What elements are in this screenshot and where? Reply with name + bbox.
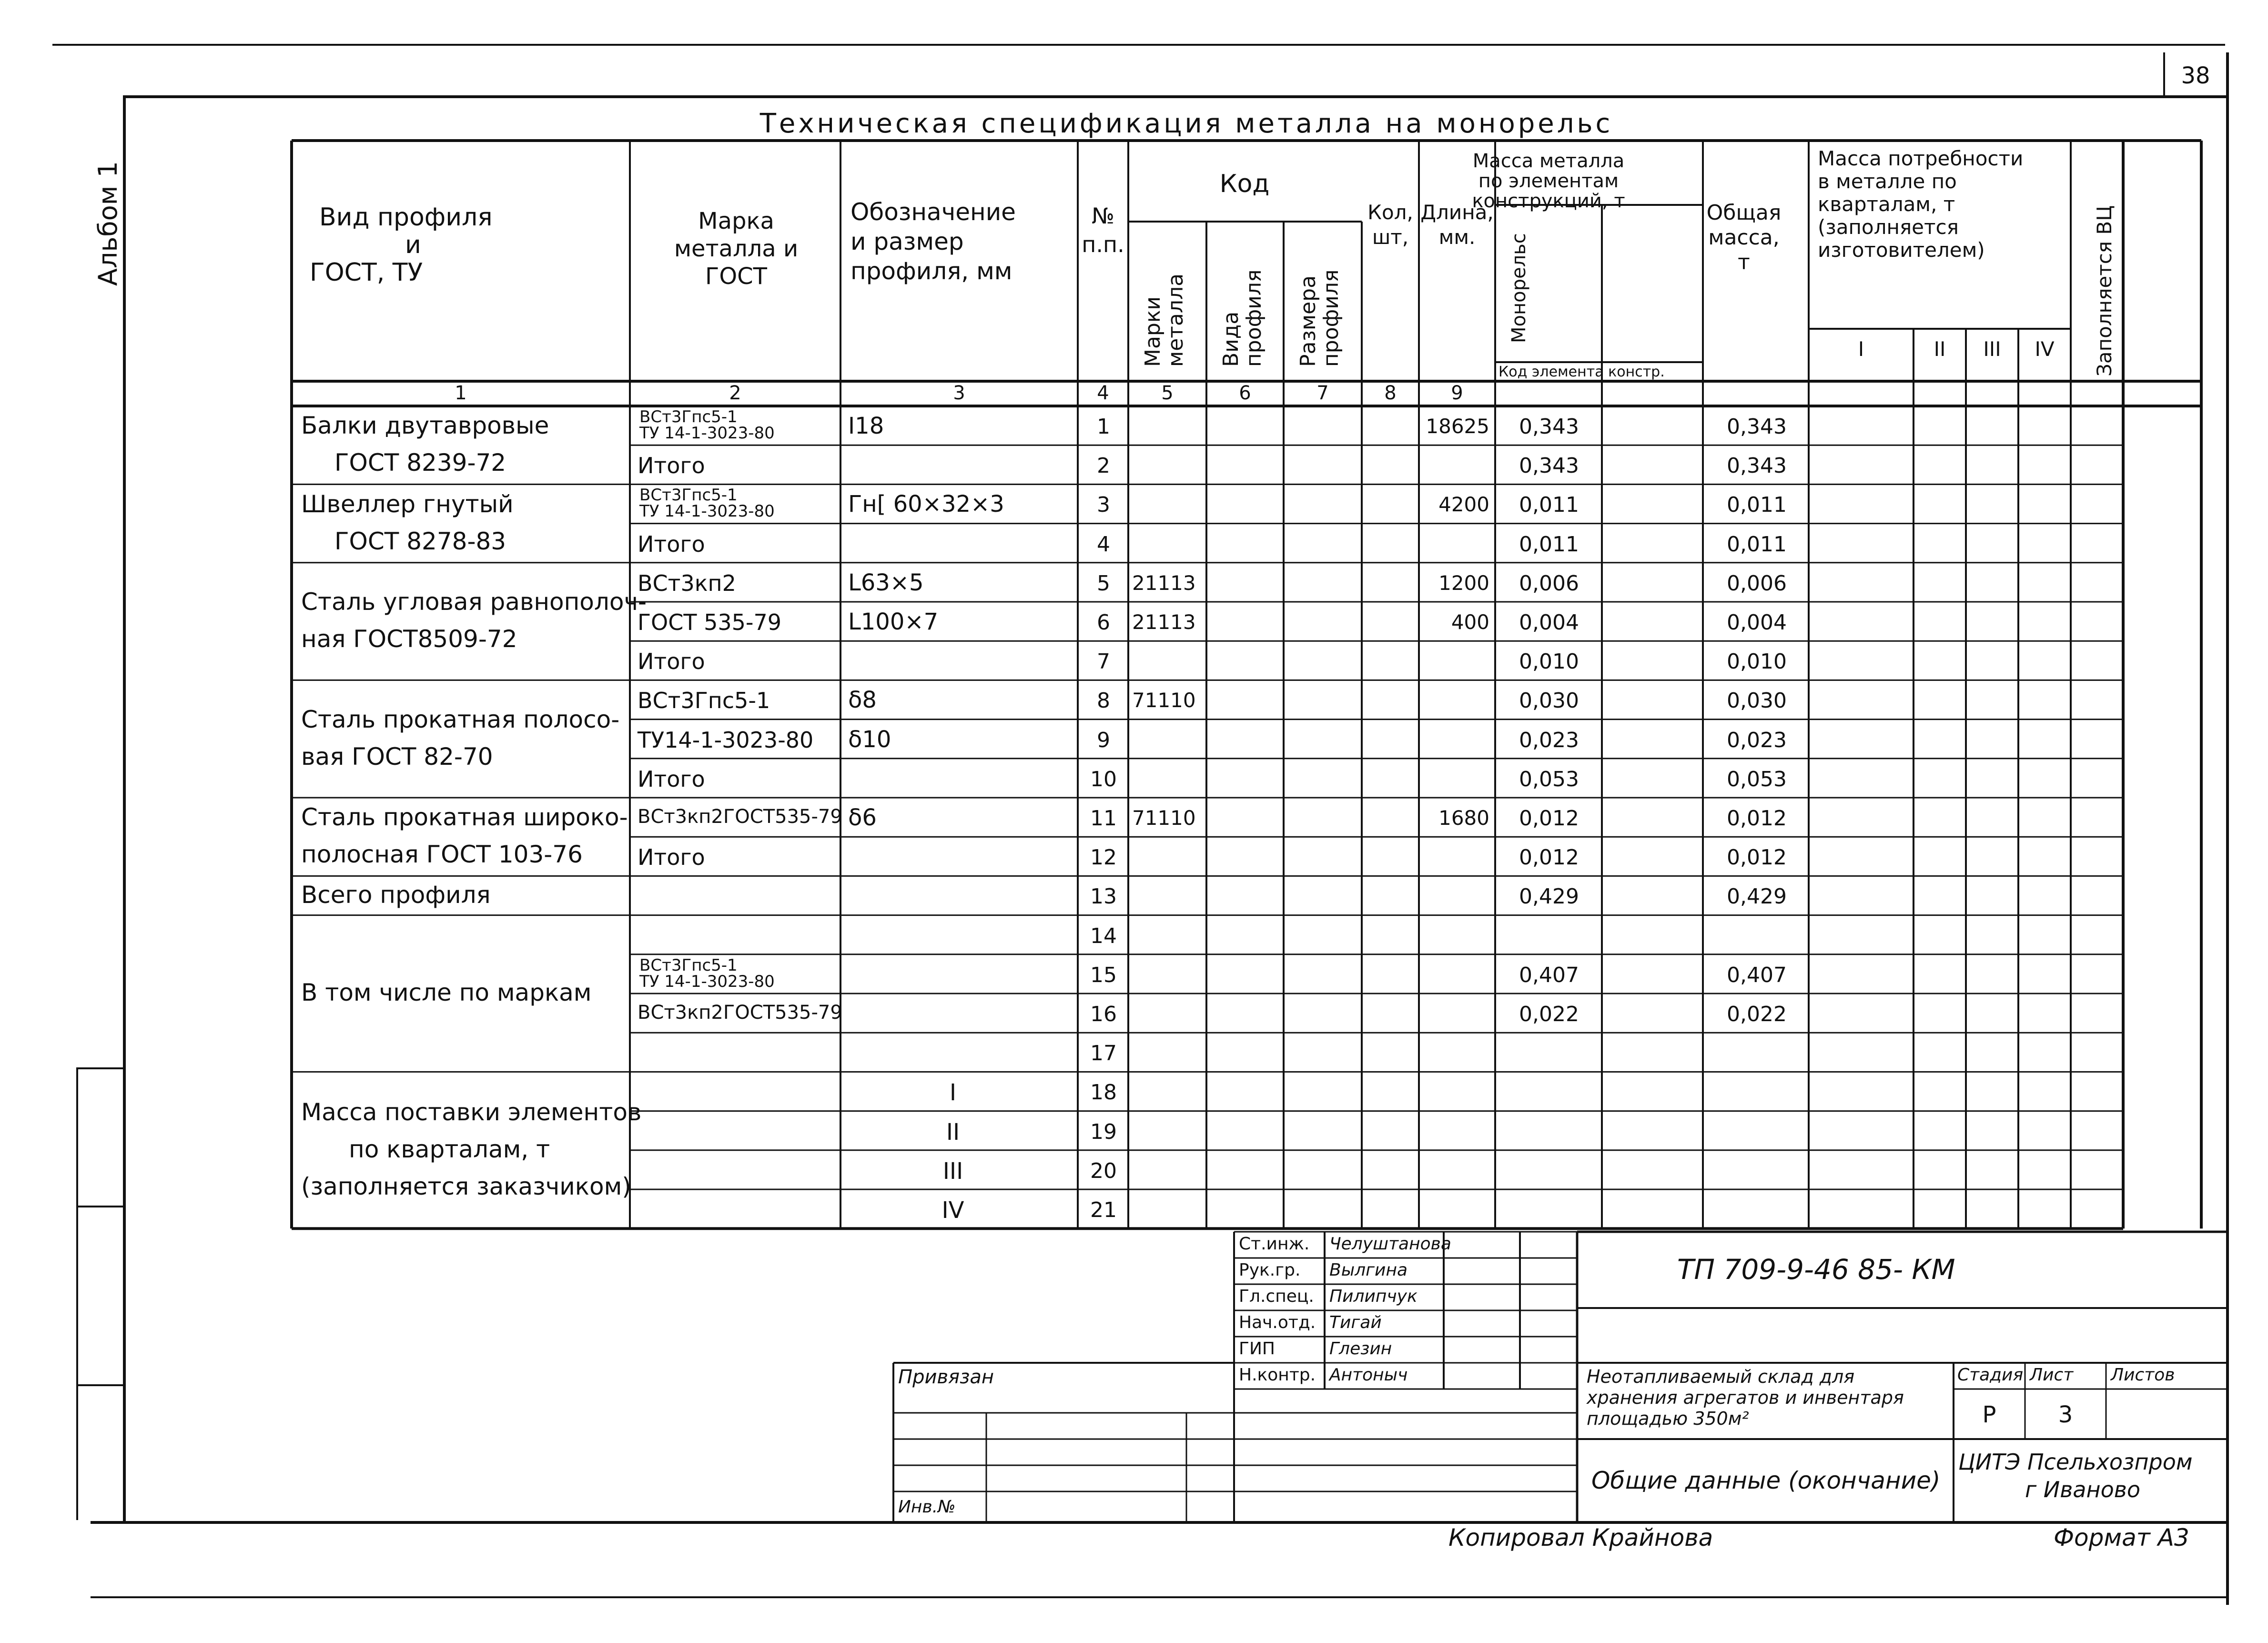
header-designation: профиля, мм [850, 257, 1012, 285]
header-quarter: III [1983, 337, 2001, 361]
profile-group-label: Сталь прокатная широко- [301, 803, 628, 832]
row-metal-grade: Итого [638, 844, 705, 871]
row-code-grade: 71110 [1132, 689, 1196, 712]
row-code-grade: 21113 [1132, 571, 1196, 595]
profile-group-label: вая ГОСТ 82-70 [301, 742, 493, 771]
row-length: 400 [1451, 610, 1489, 634]
object-title: Неотапливаемый склад для [1587, 1366, 1855, 1387]
row-monorail-mass: 0,011 [1519, 493, 1579, 517]
row-monorail-mass: 0,012 [1519, 806, 1579, 831]
profile-group-label: ГОСТ 8278-83 [334, 527, 506, 555]
row-total-mass: 0,011 [1727, 493, 1787, 517]
header-total-mass: масса, [1708, 225, 1780, 250]
header-column-number: 6 [1239, 382, 1251, 404]
row-monorail-mass: 0,006 [1519, 571, 1579, 596]
row-code-grade: 21113 [1132, 610, 1196, 634]
row-number: 19 [1090, 1119, 1117, 1144]
header-code-sub: Размера [1296, 275, 1320, 367]
header-element-code: Код элемента констр. [1498, 364, 1665, 380]
stamp-role: Ст.инж. [1239, 1234, 1310, 1254]
privyazan-label: Привязан [898, 1366, 994, 1388]
row-designation: δ8 [848, 687, 877, 714]
stamp-name: Пилипчук [1329, 1287, 1418, 1306]
stamp-role: Н.контр. [1239, 1365, 1316, 1385]
row-length: 1680 [1438, 806, 1489, 830]
page-title: Техническая спецификация металла на монорельс [759, 108, 1613, 139]
row-monorail-mass: 0,343 [1519, 415, 1579, 439]
header-column-number: 3 [953, 382, 965, 404]
row-length: 1200 [1438, 571, 1489, 595]
row-total-mass: 0,006 [1727, 571, 1787, 596]
header-profile-type: ГОСТ, ТУ [310, 258, 423, 287]
row-designation: Гн[ 60×32×3 [848, 491, 1004, 518]
row-metal-grade: ВСт3кп2ГОСТ535-79 [638, 1002, 842, 1024]
row-length: 18625 [1426, 415, 1489, 438]
row-metal-grade: ВСт3Гпс5-1 [639, 407, 738, 426]
header-monorail: Монорельс [1508, 233, 1530, 343]
row-total-mass: 0,023 [1727, 728, 1787, 752]
row-metal-grade: Итого [638, 453, 705, 479]
row-number: 17 [1090, 1041, 1117, 1066]
row-total-mass: 0,030 [1727, 689, 1787, 713]
row-monorail-mass: 0,343 [1519, 454, 1579, 478]
header-quarter: IV [2035, 337, 2055, 361]
row-number: 3 [1097, 493, 1110, 517]
row-monorail-mass: 0,030 [1519, 689, 1579, 713]
profile-group-label: В том числе по маркам [301, 979, 592, 1006]
stamp-role: ГИП [1239, 1339, 1275, 1359]
row-total-mass: 0,343 [1727, 454, 1787, 478]
row-quarter-roman: IV [942, 1197, 964, 1224]
row-metal-grade: ВСт3кп2 [638, 570, 736, 596]
header-code-sub: профиля [1242, 269, 1266, 367]
row-designation: L100×7 [848, 609, 939, 635]
header-column-number: 7 [1316, 382, 1329, 404]
profile-group-label: (заполняется заказчиком) [301, 1172, 631, 1200]
row-total-mass: 0,407 [1727, 963, 1787, 987]
stamp-name: Челуштанова [1329, 1234, 1451, 1254]
row-number: 18 [1090, 1080, 1117, 1105]
row-monorail-mass: 0,011 [1519, 532, 1579, 557]
header-mass-by-elements: Масса металла [1472, 150, 1625, 172]
row-designation: δ6 [848, 804, 877, 831]
row-number: 21 [1090, 1198, 1117, 1222]
header-length: мм. [1438, 225, 1476, 249]
sheet-value: 3 [2058, 1401, 2073, 1428]
row-number: 13 [1090, 884, 1117, 909]
profile-group-label: ГОСТ 8239-72 [334, 449, 506, 477]
header-quarterly-mass: изготовителем) [1818, 238, 1985, 262]
profile-group-label: по кварталам, т [349, 1135, 550, 1163]
row-monorail-mass: 0,023 [1519, 728, 1579, 752]
row-number: 7 [1097, 649, 1110, 674]
sheet-label: Лист [2030, 1365, 2074, 1385]
row-quarter-roman: I [949, 1079, 957, 1106]
stamp-name: Антоныч [1329, 1365, 1408, 1385]
object-title: площадью 350м² [1587, 1408, 1749, 1429]
page-number: 38 [2181, 62, 2210, 89]
row-metal-grade: ТУ 14-1-3023-80 [639, 502, 775, 521]
album-label: Альбом 1 [93, 161, 123, 286]
header-column-number: 9 [1451, 382, 1463, 404]
header-total-mass: т [1738, 250, 1750, 274]
header-designation: и размер [850, 228, 964, 255]
row-total-mass: 0,343 [1727, 415, 1787, 439]
stage-value: Р [1982, 1401, 1996, 1428]
copied-by: Копировал Крайнова [1448, 1524, 1713, 1552]
row-number: 10 [1090, 767, 1117, 791]
row-number: 12 [1090, 845, 1117, 870]
header-length: Длина, [1420, 201, 1494, 224]
profile-group-label: Швеллер гнутый [301, 490, 514, 518]
header-quarter: I [1858, 337, 1864, 361]
document-code: ТП 709-9-46 85- КМ [1677, 1253, 1955, 1286]
row-number: 1 [1097, 415, 1110, 439]
header-row-number: п.п. [1082, 232, 1124, 257]
header-quantity: Кол, [1367, 201, 1413, 224]
row-monorail-mass: 0,004 [1519, 610, 1579, 635]
header-profile-type: Вид профиля [319, 203, 493, 232]
header-metal-grade: Марка [698, 208, 774, 234]
stamp-role: Гл.спец. [1239, 1287, 1314, 1306]
header-quarterly-mass: кварталам, т [1818, 193, 1955, 216]
row-number: 15 [1090, 963, 1117, 987]
profile-group-label: Сталь прокатная полосо- [301, 705, 620, 733]
object-title: хранения агрегатов и инвентаря [1587, 1387, 1904, 1408]
row-number: 6 [1097, 610, 1110, 635]
row-total-mass: 0,012 [1727, 806, 1787, 831]
row-metal-grade: ВСт3Гпс5-1 [639, 486, 738, 505]
row-designation: L63×5 [848, 569, 924, 596]
header-code-sub: металла [1164, 273, 1188, 367]
row-quarter-roman: III [942, 1157, 963, 1185]
organization: г Иваново [2025, 1477, 2140, 1502]
row-total-mass: 0,010 [1727, 649, 1787, 674]
row-metal-grade: ВСт3кп2ГОСТ535-79 [638, 806, 842, 828]
profile-group-label: Сталь угловая равнополоч- [301, 588, 647, 616]
header-profile-type: и [405, 231, 421, 259]
profile-group-label: полосная ГОСТ 103-76 [301, 841, 583, 869]
profile-group-label: ная ГОСТ8509-72 [301, 625, 517, 653]
row-monorail-mass: 0,010 [1519, 649, 1579, 674]
header-column-number: 4 [1097, 382, 1109, 404]
row-monorail-mass: 0,429 [1519, 884, 1579, 909]
sheet-title: Общие данные (окончание) [1591, 1467, 1941, 1494]
row-metal-grade: ВСт3Гпс5-1 [639, 955, 738, 975]
sheets-label: Листов [2111, 1365, 2175, 1385]
row-metal-grade: ВСт3Гпс5-1 [638, 688, 770, 714]
header-column-number: 1 [455, 382, 467, 404]
row-total-mass: 0,053 [1727, 767, 1787, 791]
row-metal-grade: ТУ 14-1-3023-80 [639, 972, 775, 991]
header-quarter: II [1934, 337, 1946, 361]
row-total-mass: 0,022 [1727, 1002, 1787, 1026]
row-total-mass: 0,012 [1727, 845, 1787, 870]
header-metal-grade: металла и [674, 235, 799, 262]
header-column-number: 5 [1161, 382, 1174, 404]
header-quarterly-mass: Масса потребности [1818, 147, 2024, 170]
header-total-mass: Общая [1706, 201, 1782, 225]
header-designation: Обозначение [850, 198, 1016, 226]
header-code-sub: профиля [1319, 269, 1343, 367]
header-code-sub: Вида [1219, 311, 1243, 367]
row-metal-grade: ТУ 14-1-3023-80 [639, 424, 775, 443]
row-monorail-mass: 0,012 [1519, 845, 1579, 870]
row-number: 20 [1090, 1158, 1117, 1183]
header-column-number: 8 [1384, 382, 1397, 404]
profile-group-label: Масса поставки элементов [301, 1098, 642, 1126]
row-metal-grade: ГОСТ 535-79 [638, 609, 782, 635]
row-number: 2 [1097, 454, 1110, 478]
row-number: 14 [1090, 923, 1117, 948]
row-designation: I18 [848, 413, 884, 439]
stamp-name: Вылгина [1329, 1260, 1408, 1280]
row-total-mass: 0,004 [1727, 610, 1787, 635]
organization: ЦИТЭ Псельхозпром [1958, 1449, 2193, 1475]
row-total-mass: 0,011 [1727, 532, 1787, 557]
profile-group-label: Балки двутавровые [301, 412, 549, 440]
inventory-number-label: Инв.№ [898, 1497, 956, 1517]
row-code-grade: 71110 [1132, 806, 1196, 830]
header-column-number: 2 [729, 382, 741, 404]
row-number: 5 [1097, 571, 1110, 596]
row-number: 11 [1090, 806, 1117, 831]
row-number: 16 [1090, 1002, 1117, 1026]
stamp-role: Нач.отд. [1239, 1313, 1316, 1332]
header-metal-grade: ГОСТ [705, 263, 767, 290]
header-code: Код [1219, 170, 1270, 198]
stage-label: Стадия [1957, 1365, 2024, 1385]
row-monorail-mass: 0,407 [1519, 963, 1579, 987]
stamp-name: Тигай [1329, 1313, 1382, 1332]
row-metal-grade: Итого [638, 766, 705, 792]
row-quarter-roman: II [946, 1118, 960, 1146]
row-monorail-mass: 0,053 [1519, 767, 1579, 791]
row-monorail-mass: 0,022 [1519, 1002, 1579, 1026]
row-number: 9 [1097, 728, 1110, 752]
header-quarterly-mass: (заполняется [1818, 215, 1959, 239]
row-total-mass: 0,429 [1727, 884, 1787, 909]
header-mass-by-elements: конструкций, т [1472, 190, 1625, 212]
header-code-sub: Марки [1141, 296, 1165, 367]
row-metal-grade: Итого [638, 649, 705, 675]
row-number: 4 [1097, 532, 1110, 557]
header-filled-by-cc: Заполняется ВЦ [2093, 205, 2116, 376]
row-number: 8 [1097, 689, 1110, 713]
header-mass-by-elements: по элементам [1478, 170, 1619, 192]
header-row-number: № [1092, 203, 1114, 229]
header-quarterly-mass: в металле по [1818, 170, 1957, 193]
format-label: Формат А3 [2054, 1524, 2189, 1552]
row-metal-grade: Итого [638, 531, 705, 557]
stamp-name: Глезин [1329, 1339, 1392, 1359]
row-designation: δ10 [848, 726, 891, 753]
row-metal-grade: ТУ14-1-3023-80 [638, 727, 814, 753]
profile-group-label: Всего профиля [301, 881, 491, 909]
header-quantity: шт, [1372, 225, 1409, 249]
row-length: 4200 [1438, 493, 1489, 517]
stamp-role: Рук.гр. [1239, 1260, 1301, 1280]
